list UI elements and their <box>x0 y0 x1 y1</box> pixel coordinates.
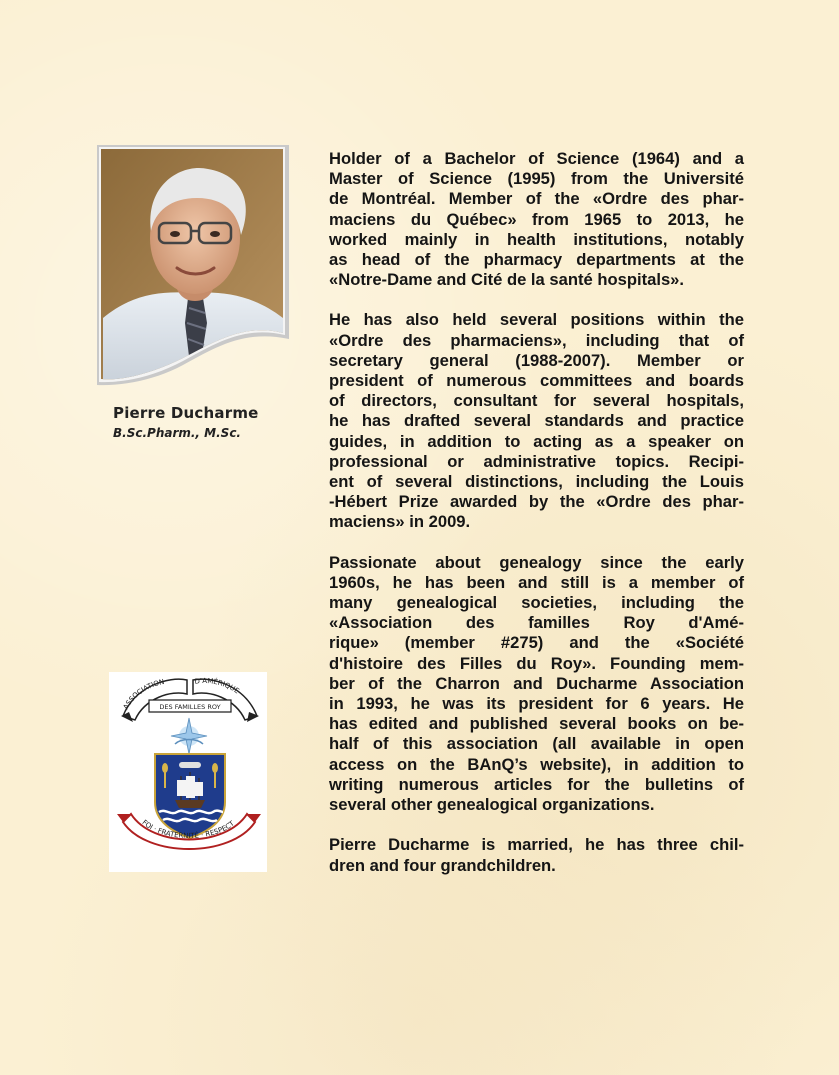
bio-line: professional or administrative topics. Recipi- <box>329 451 744 471</box>
bio-line: he has drafted several standards and practice <box>329 411 744 431</box>
bio-line: «Ordre des pharmaciens», including that of <box>329 330 744 350</box>
portrait-photo <box>93 143 293 386</box>
bio-line: access on the BAnQ’s website), in addition to <box>329 754 744 774</box>
biography-text <box>329 149 744 896</box>
bio-line: several other genealogical organizations. <box>329 795 655 815</box>
bio-line: president of numerous committees and boards <box>329 371 744 391</box>
person-credentials: B.Sc.Pharm., M.Sc. <box>113 426 241 440</box>
association-logo <box>109 672 267 872</box>
bio-paragraph <box>329 553 744 816</box>
bio-line: of directors, consultant for several hospitals, <box>329 391 744 411</box>
bio-line: Passionate about genealogy since the early <box>329 552 744 572</box>
bio-line: ent of several distinctions, including the Louis <box>329 472 744 492</box>
bio-line: 1960s, he has been and still is a member of <box>329 572 744 592</box>
logo-motto: FOI · FRATERNITÉ · RESPECT <box>140 818 236 841</box>
bio-line: as head of the pharmacy departments at the <box>329 250 744 270</box>
bio-line: half of this association (all available in open <box>329 734 744 754</box>
bio-line: -Hébert Prize awarded by the «Ordre des phar- <box>329 492 744 512</box>
bio-line: d'histoire des Filles du Roy». Founding mem- <box>329 653 744 673</box>
bio-line: ber of the Charron and Ducharme Association <box>329 673 744 693</box>
bio-line: «Notre-Dame and Cité de la santé hospitals». <box>329 270 685 290</box>
person-name: Pierre Ducharme <box>113 404 259 422</box>
bio-paragraph <box>329 310 744 532</box>
bio-line: worked mainly in health institutions, notably <box>329 229 744 249</box>
star-icon <box>171 718 207 754</box>
logo-banner-left: ASSOCIATION <box>121 677 166 711</box>
bio-line: in 1993, he was its president for 6 years. He <box>329 694 744 714</box>
bio-line: writing numerous articles for the bulletins of <box>329 774 744 794</box>
bio-line: maciens du Québec» from 1965 to 2013, he <box>329 209 744 229</box>
logo-banner-center: DES FAMILLES ROY <box>159 703 221 711</box>
portrait-image <box>93 143 293 386</box>
bio-paragraph <box>329 835 744 875</box>
bio-line: «Association des familles Roy d'Amé- <box>329 613 744 633</box>
bio-line: guides, in addition to acting as a speaker on <box>329 431 744 451</box>
bio-line: de Montréal. Member of the «Ordre des phar- <box>329 189 744 209</box>
bio-line: He has also held several positions within the <box>329 310 744 330</box>
bio-line: secretary general (1988-2007). Member or <box>329 350 744 370</box>
bio-line: many genealogical societies, including the <box>329 593 744 613</box>
logo-banner-right: D'AMÉRIQUE <box>194 677 241 696</box>
bio-line: Holder of a Bachelor of Science (1964) and a <box>329 149 744 168</box>
bio-line: Pierre Ducharme is married, he has three chil- <box>329 835 744 855</box>
bio-line: has edited and published several books on be- <box>329 714 744 734</box>
bio-line: dren and four grandchildren. <box>329 855 556 875</box>
bio-paragraph <box>329 149 744 290</box>
coat-of-arms-image <box>109 672 267 872</box>
bio-line: rique» (member #275) and the «Société <box>329 633 744 653</box>
bio-line: maciens» in 2009. <box>329 512 471 532</box>
bio-line: Master of Science (1995) from the Université <box>329 169 744 189</box>
